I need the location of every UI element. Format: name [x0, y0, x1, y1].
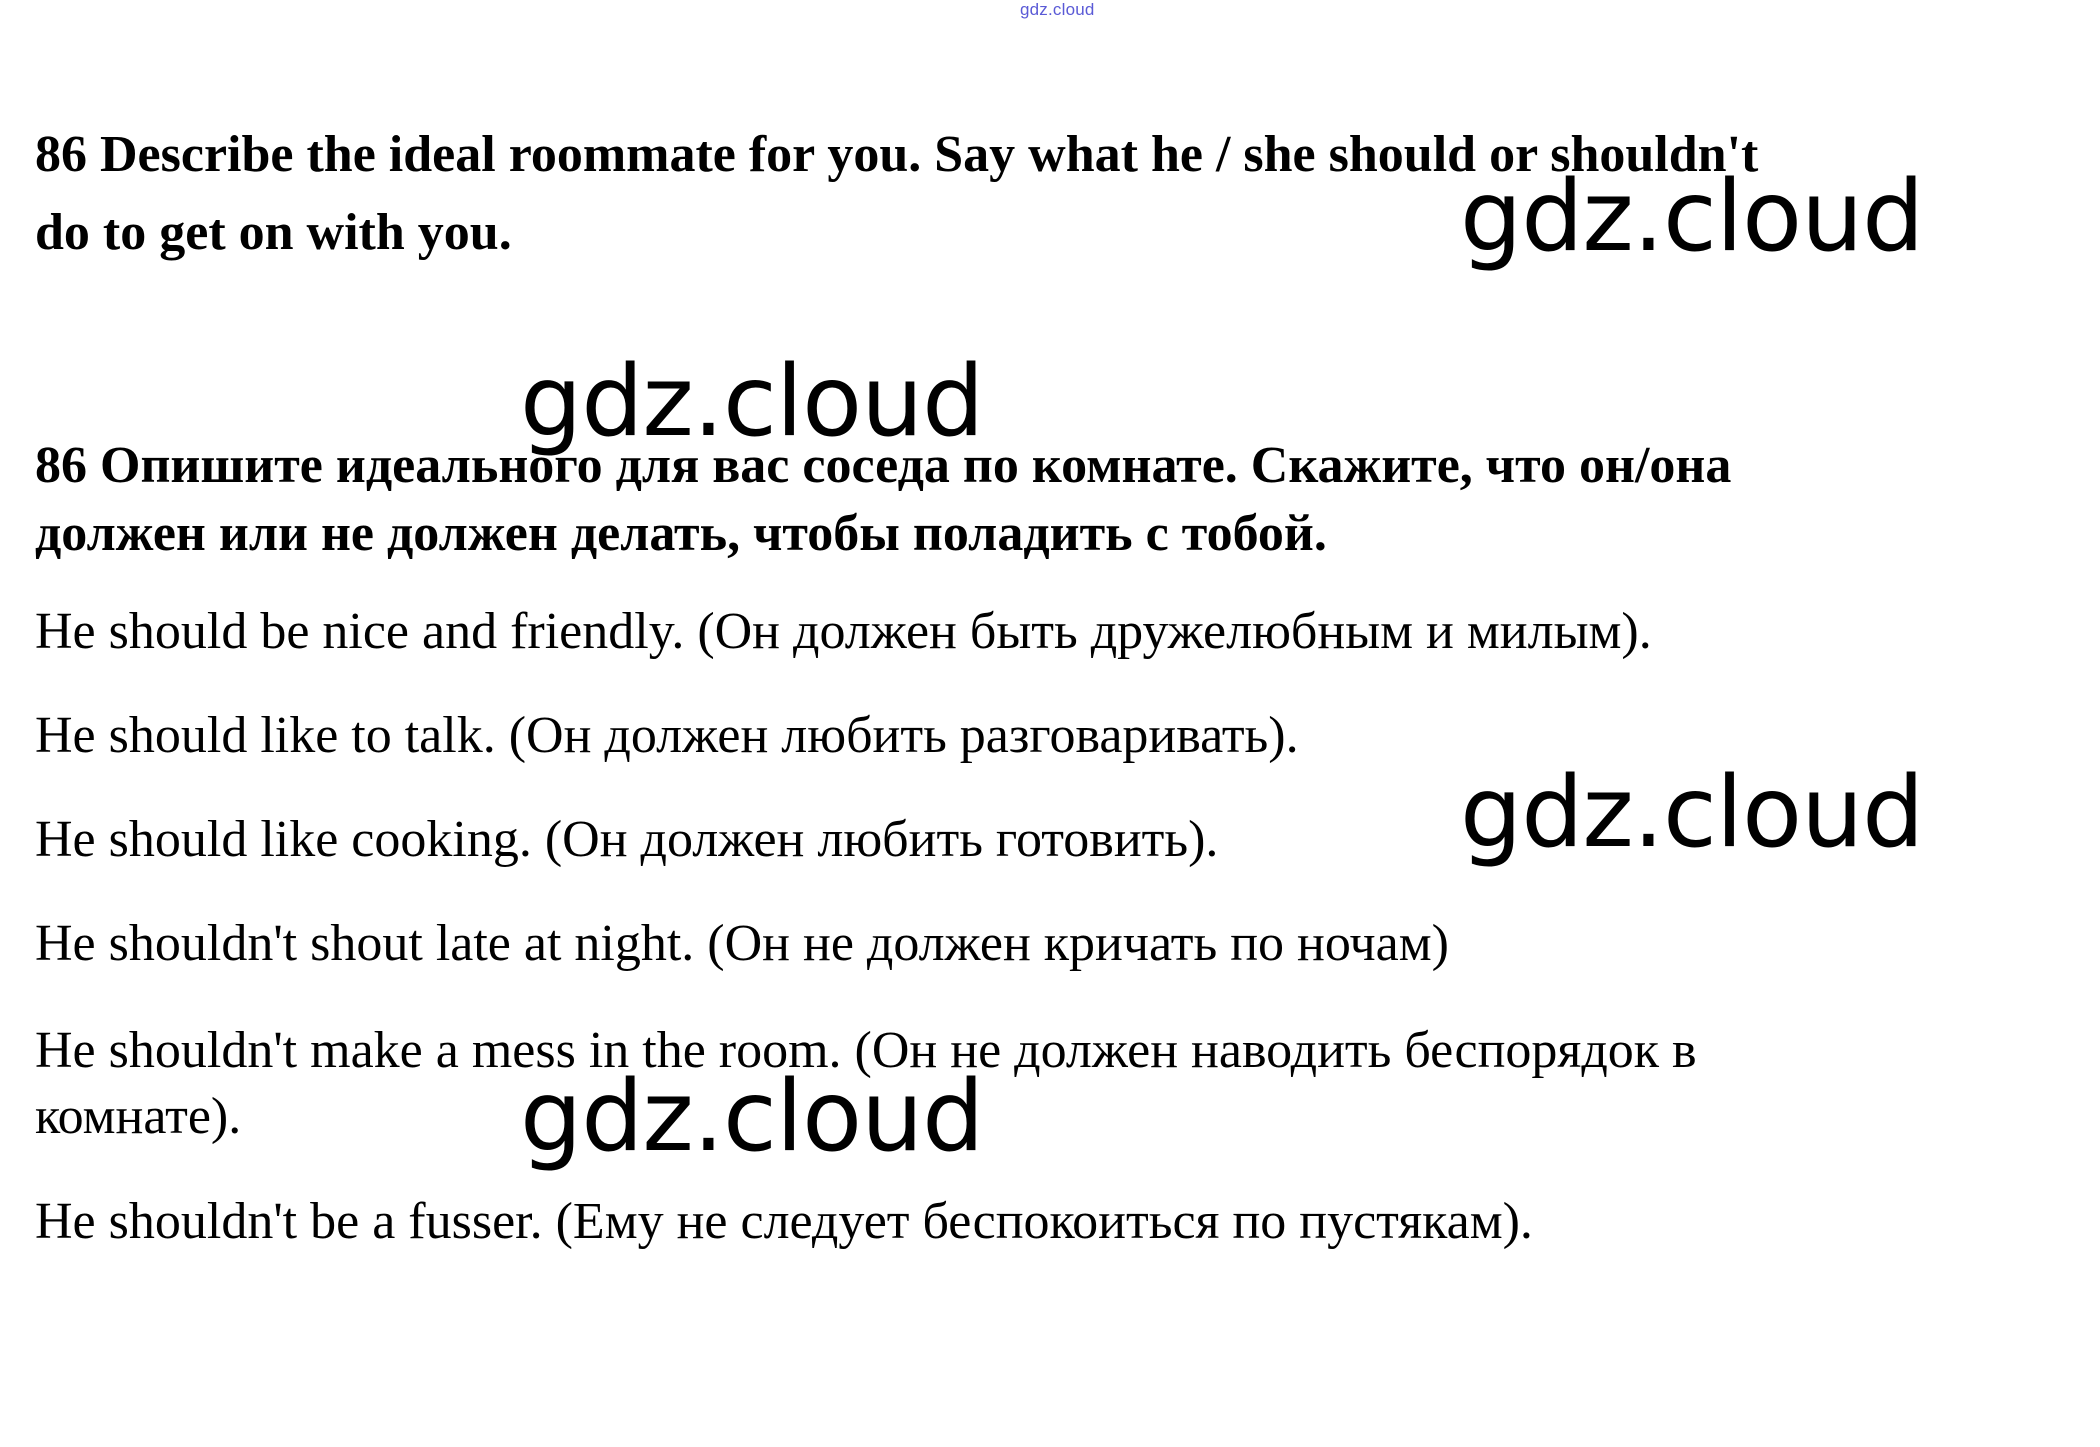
task-heading-russian-line-2: должен или не должен делать, чтобы поладить с тобой. — [35, 505, 1327, 562]
answer-line: He shouldn't shout late at night. (Он не должен кричать по ночам) — [35, 915, 1449, 972]
answer-line: He should be nice and friendly. (Он должен быть дружелюбным и милым). — [35, 603, 1652, 660]
watermark: gdz.cloud — [520, 1060, 984, 1174]
watermark: gdz.cloud — [1460, 756, 1924, 870]
top-site-mark: gdz.cloud — [1020, 0, 1095, 19]
answer-line: He should like cooking. (Он должен любить готовить). — [35, 811, 1219, 868]
answer-line: He shouldn't be a fusser. (Ему не следует беспокоиться по пустякам). — [35, 1193, 1533, 1250]
task-heading-english-line-2: do to get on with you. — [35, 204, 512, 261]
task-heading-russian-line-1: 86 Опишите идеального для вас соседа по комнате. Скажите, что он/она — [35, 437, 1732, 494]
answer-line-part-1: He shouldn't make a mess in the room. (Он не должен наводить беспорядок в — [35, 1022, 1697, 1079]
answer-line: He should like to talk. (Он должен любить разговаривать). — [35, 707, 1299, 764]
answer-line-part-2: комнате). — [35, 1088, 242, 1145]
watermark: gdz.cloud — [520, 345, 984, 459]
task-heading-english-line-1: 86 Describe the ideal roommate for you. Say what he / she should or shouldn't — [35, 126, 1759, 183]
watermark: gdz.cloud — [1460, 160, 1924, 274]
